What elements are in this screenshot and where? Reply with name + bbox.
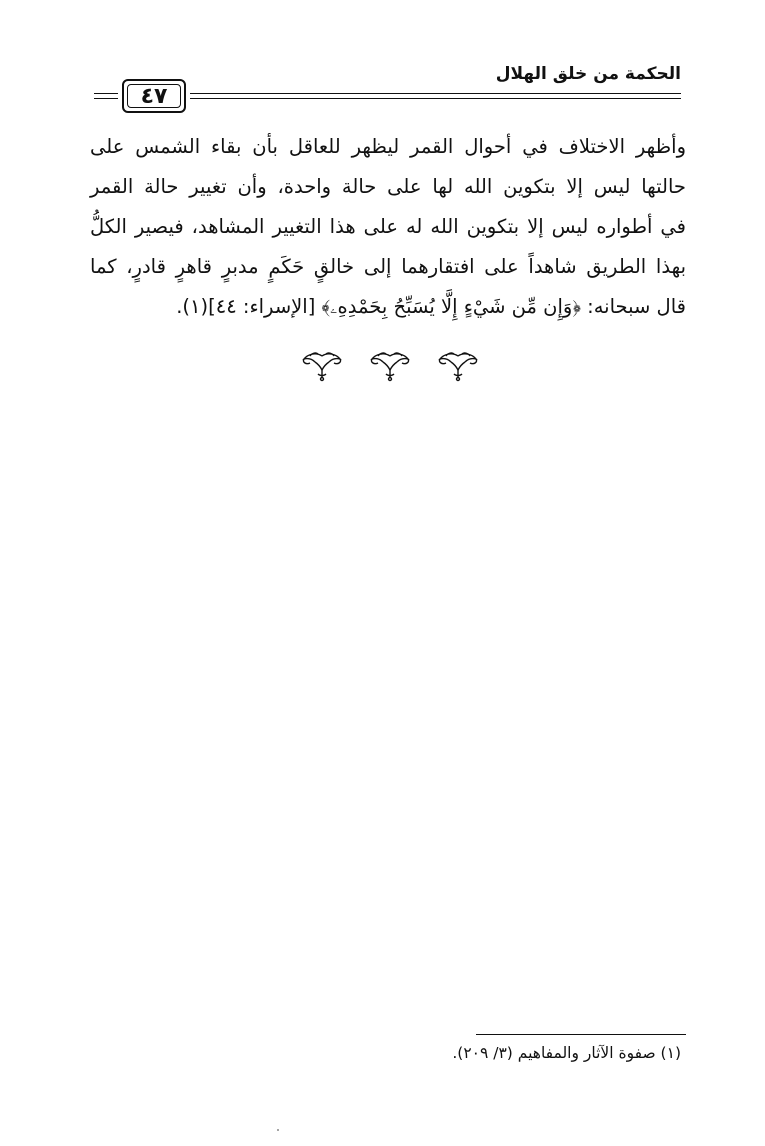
floral-ornament-icon [368,350,412,382]
body-line: وأظهر الاختلاف في أحوال القمر ليظهر للعاقل بأن بقاء الشمس على [90,135,686,158]
floral-ornament-icon [436,350,480,382]
body-line: في أطواره ليس إلا بتكوين الله له على هذا التغيير المشاهد، فيصير الكلُّ [90,215,686,238]
page-number-frame [122,79,186,113]
header-rule-upper [190,93,681,94]
header-dash-upper [94,93,118,94]
page-speck [277,1129,279,1131]
body-line: قال سبحانه: ﴿وَإِن مِّن شَيْءٍ إِلَّا يُسَبِّحُ بِحَمْدِهِۦ﴾ [الإسراء: ٤٤](١). [176,295,686,318]
section-ornaments [300,346,480,386]
header-dash-lower [94,98,118,99]
body-paragraph [90,127,686,327]
page-number: ٤٧ [140,83,168,109]
header-rule-lower [190,98,681,99]
footnote-rule [476,1034,686,1035]
running-header-title: الحكمة من خلق الهلال [495,64,681,84]
floral-ornament-icon [300,350,344,382]
footnote: (١) صفوة الآثار والمفاهيم (٣/ ٢٠٩). [452,1044,681,1062]
body-line: بهذا الطريق شاهداً على افتقارهما إلى خالقٍ حَكَمٍ مدبرٍ قاهرٍ قادرٍ، كما [90,255,686,278]
body-line: حالتها ليس إلا بتكوين الله لها على حالة واحدة، وأن تغيير حالة القمر [90,175,686,198]
